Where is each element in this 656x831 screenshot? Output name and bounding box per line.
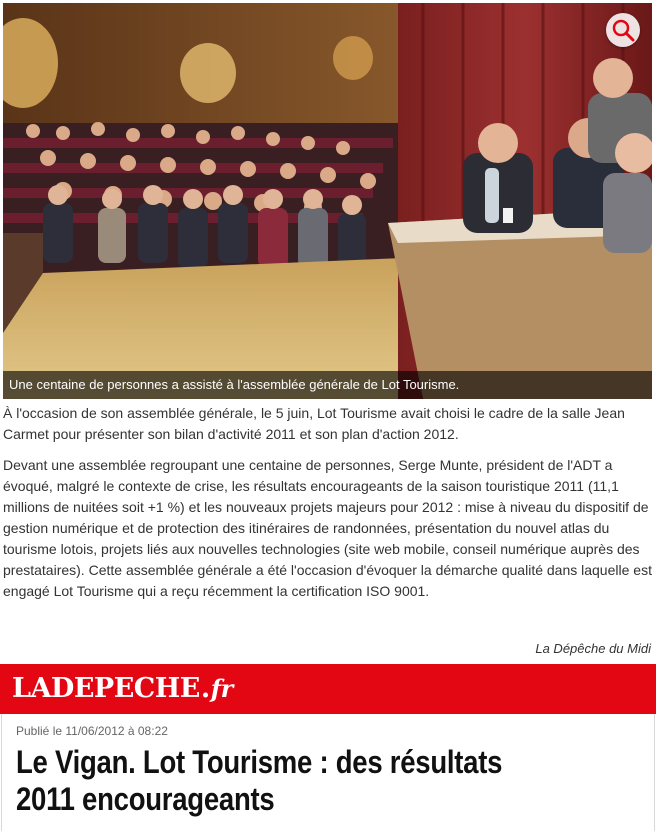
article-paragraph: À l'occasion de son assemblée générale, le 5 juin, Lot Tourisme avait choisi le cadre de la salle Jean Carmet pour présenter son bilan d'activité 2011 et son plan d'action 2012. <box>3 405 625 442</box>
published-prefix: Publié le <box>16 724 63 738</box>
logo-tld: fr <box>210 674 233 703</box>
magnifier-icon <box>610 17 636 43</box>
site-banner <box>0 664 656 714</box>
ladepeche-logo[interactable] <box>12 668 233 710</box>
article-header <box>1 714 655 831</box>
article-paragraph: Devant une assemblée regroupant une centaine de personnes, Serge Munte, président de l'ADT a évoqué, malgré le contexte de crise, les résultats encourageants de la saison touristique 2011 (11,1 millions de nuitées soit +1 %) et les nouveaux projets majeurs pour 2012 : mise à niveau du dispositif de gestion numérique et de protection des itinéraires de randonnées, présentation du nouvel atlas du tourisme lotois, projets liés aux nouvelles technologies (site web mobile, conseil numérique auprès des prestataires). Cette assemblée générale a été l'occasion d'évoquer la démarche qualité dans laquelle est engagé Lot Tourisme qui a reçu récemment la certification ISO 9001. <box>3 457 652 599</box>
logo-dot: . <box>200 673 210 704</box>
article-body <box>3 403 653 612</box>
published-datetime: 11/06/2012 à 08:22 <box>65 724 168 738</box>
logo-main-text: LADEPECHE <box>12 673 200 704</box>
photo-caption: Une centaine de personnes a assisté à l'assemblée générale de Lot Tourisme. <box>3 371 652 399</box>
meeting-photo-illustration <box>3 3 652 399</box>
article-source: La Dépêche du Midi <box>535 641 651 656</box>
article-headline: Le Vigan. Lot Tourisme : des résultats 2011 encourageants <box>16 744 503 817</box>
article-photo <box>3 3 652 399</box>
published-date <box>16 724 168 738</box>
zoom-button[interactable] <box>606 13 640 47</box>
